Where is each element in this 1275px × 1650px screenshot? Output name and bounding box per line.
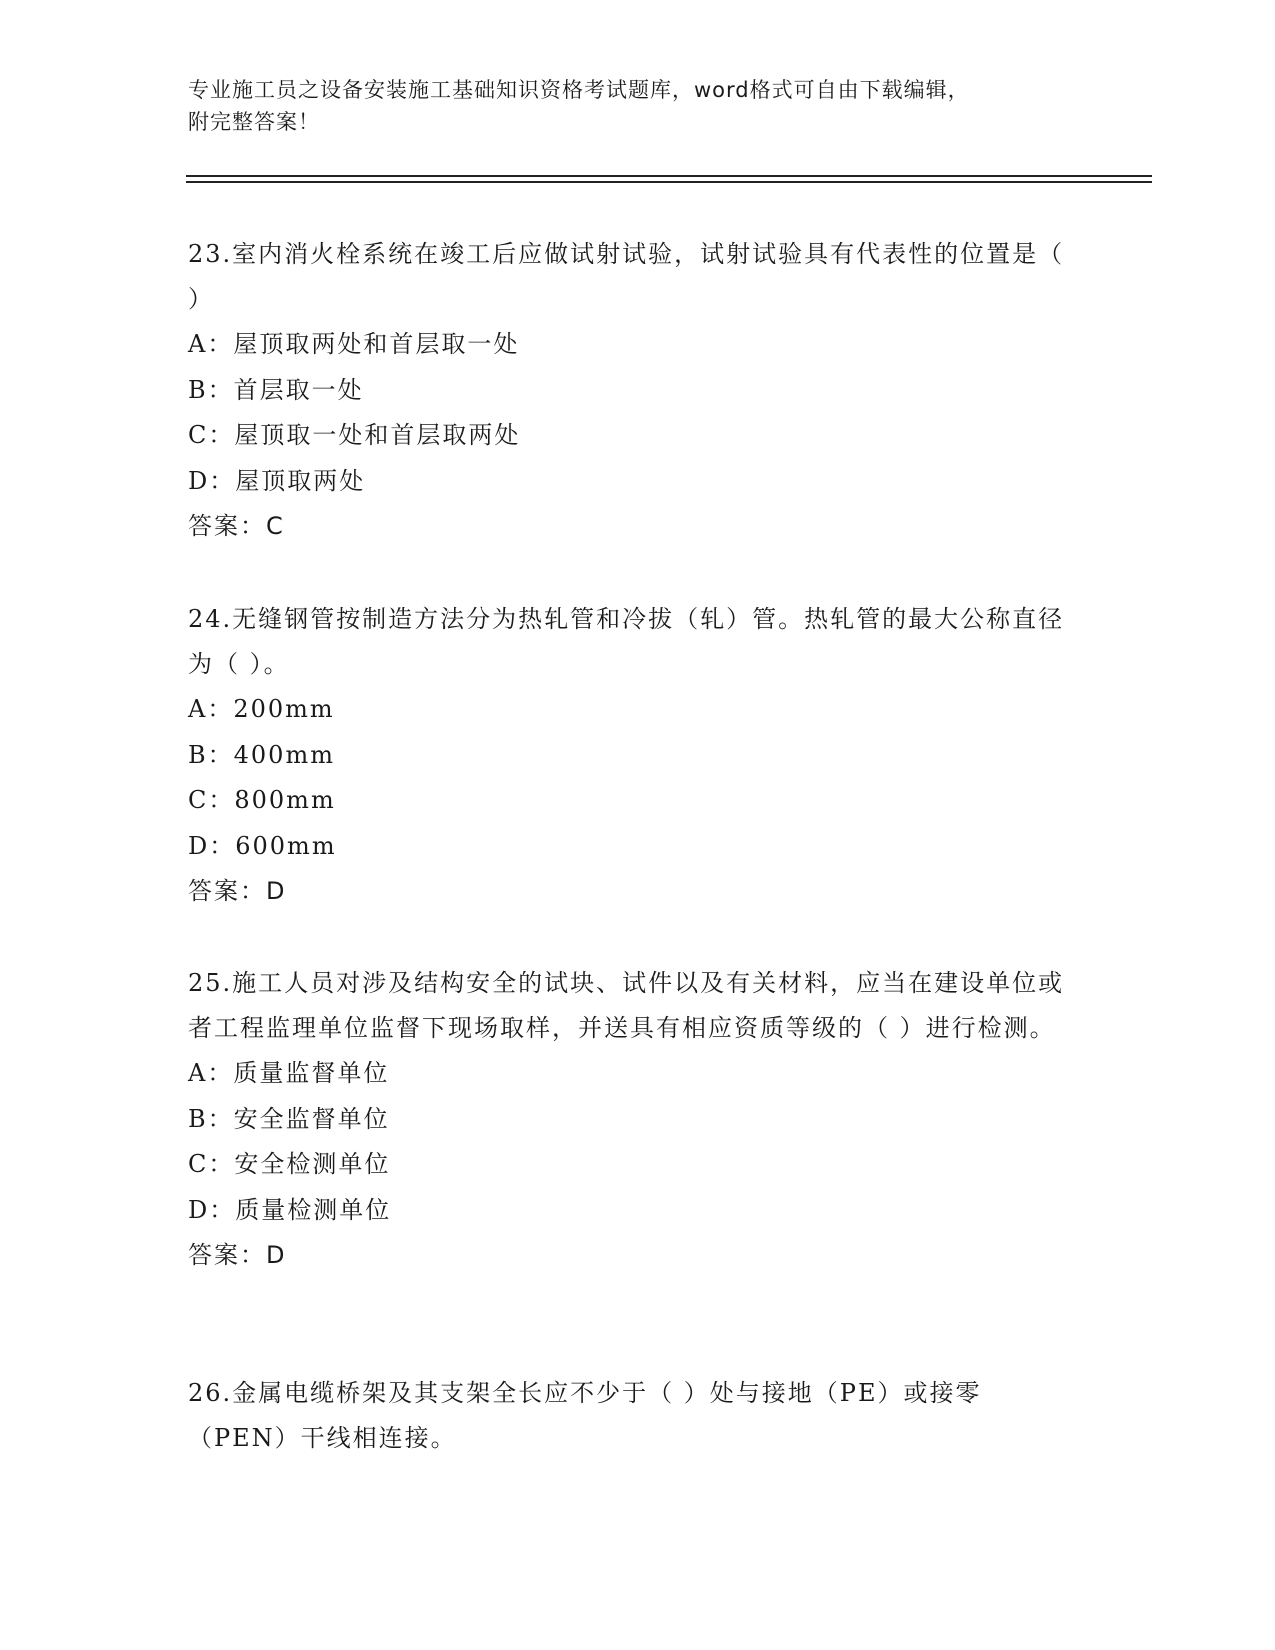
question-stem: 26.金属电缆桥架及其支架全长应不少于（ ）处与接地（PE）或接零（PEN）干线相连接。	[188, 1379, 982, 1452]
question-block	[188, 1371, 1068, 1461]
question-block	[188, 597, 1068, 914]
option-letter: B：	[188, 375, 234, 404]
option-c	[188, 778, 1068, 824]
option-text: 800mm	[234, 786, 336, 814]
question-stem: 23.室内消火栓系统在竣工后应做试射试验，试射试验具有代表性的位置是（ ）	[188, 240, 1065, 313]
option-letter: B：	[188, 1104, 234, 1133]
option-letter: A：	[188, 695, 234, 723]
header-intro-line: 专业施工员之设备安装施工基础知识资格考试题库，word格式可自由下载编辑，	[188, 78, 970, 102]
option-b	[188, 368, 1068, 414]
option-text: 200mm	[233, 695, 335, 723]
option-list	[188, 322, 1068, 504]
header-divider	[186, 175, 1152, 177]
answer-line: 答案：D	[188, 877, 287, 905]
option-list	[188, 687, 1068, 869]
option-text: 质量监督单位	[233, 1059, 390, 1087]
question-stem: 25.施工人员对涉及结构安全的试块、试件以及有关材料，应当在建设单位或者工程监理单位监督下现场取样，并送具有相应资质等级的（ ）进行检测。	[188, 969, 1065, 1042]
option-text: 屋顶取两处	[235, 466, 366, 495]
option-text: 屋顶取两处和首层取一处	[233, 330, 520, 358]
option-letter: B：	[188, 740, 234, 769]
option-d	[188, 1188, 1068, 1234]
answer-line: 答案：C	[188, 512, 285, 540]
option-text: 400mm	[233, 740, 335, 769]
option-letter: C：	[188, 421, 235, 449]
option-d	[188, 459, 1068, 505]
option-d	[188, 824, 1068, 870]
option-letter: A：	[188, 1059, 234, 1087]
option-letter: D：	[188, 831, 236, 860]
option-text: 安全检测单位	[234, 1150, 391, 1178]
option-text: 600mm	[235, 831, 337, 860]
option-a	[188, 322, 1068, 368]
option-text: 安全监督单位	[233, 1104, 390, 1133]
header-intro-line: 附完整答案！	[188, 110, 320, 134]
header-divider	[186, 181, 1152, 183]
option-text: 质量检测单位	[235, 1195, 392, 1224]
question-block	[188, 232, 1068, 549]
option-letter: D：	[188, 466, 236, 495]
option-letter: C：	[188, 1150, 235, 1178]
option-list	[188, 1051, 1068, 1233]
option-letter: A：	[188, 330, 234, 358]
option-letter: D：	[188, 1195, 236, 1224]
option-text: 屋顶取一处和首层取两处	[234, 421, 521, 449]
option-c	[188, 413, 1068, 459]
document-header	[188, 74, 1068, 138]
option-c	[188, 1142, 1068, 1188]
answer-line: 答案：D	[188, 1241, 287, 1269]
option-a	[188, 687, 1068, 733]
question-block	[188, 961, 1068, 1278]
option-b	[188, 1097, 1068, 1143]
option-a	[188, 1051, 1068, 1097]
question-stem: 24.无缝钢管按制造方法分为热轧管和冷拔（轧）管。热轧管的最大公称直径为（ ）。	[188, 605, 1065, 678]
option-text: 首层取一处	[233, 375, 364, 404]
option-b	[188, 733, 1068, 779]
option-letter: C：	[188, 786, 235, 814]
